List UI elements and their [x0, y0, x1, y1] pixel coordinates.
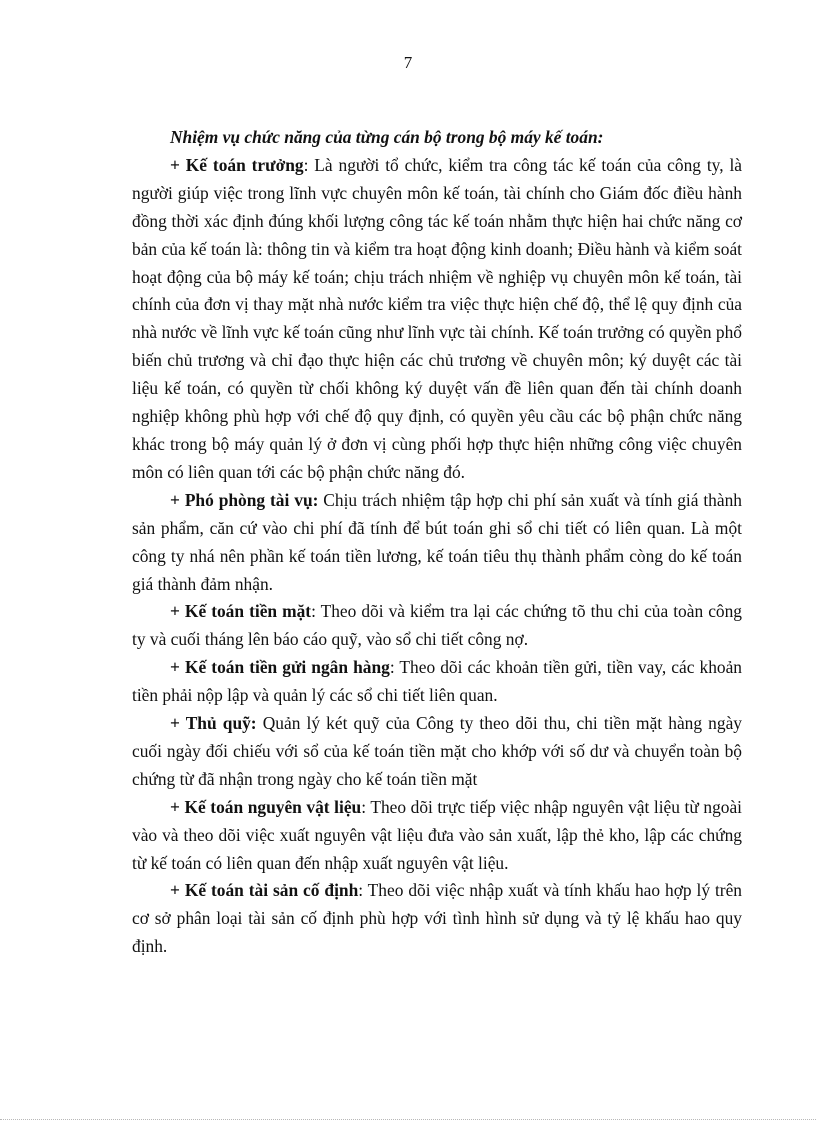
term-label: + Kế toán tài sản cố định [170, 880, 359, 901]
term-label: + Kế toán tiền gửi ngân hàng [170, 657, 390, 678]
term-label: + Thủ quỹ: [170, 713, 257, 734]
page-body [132, 124, 742, 961]
paragraph-text: : Theo dõi trực tiếp việc nhập nguyên vật liệu từ ngoài vào và theo dõi việc xuất nguyên vật liệu đưa vào sản xuất, lập thẻ kho, lập các chứng từ kế toán có liên quan đến nhập xuất nguyên vật liệu. [132, 796, 743, 873]
paragraph-text: : Là người tổ chức, kiểm tra công tác kế toán của công ty, là người giúp việc trong lĩnh vực chuyên môn kế toán, tài chính cho Giám đốc điều hành đồng thời xác định đúng khối lượng công tác kế toán nhằm thực hiện hai chức năng cơ bản của kế toán là: thông tin và kiểm tra hoạt động kinh doanh; Điều hành và kiểm soát hoạt động của bộ máy kế toán; chịu trách nhiệm về nghiệp vụ chuyên môn kế toán, tài chính của đơn vị thay mặt nhà nước kiểm tra việc thực hiện chế độ, thể lệ quy định của nhà nước về lĩnh vực kế toán cũng như lĩnh vực tài chính. Kế toán trưởng có quyền phổ biến chủ trương và chỉ đạo thực hiện các chủ trương về chuyên môn; ký duyệt các tài liệu kế toán, có quyền từ chối không ký duyệt vấn đề liên quan đến tài chính doanh nghiệp không phù hợp với chế độ quy định, có quyền yêu cầu các bộ phận chức năng khác trong bộ máy quản lý ở đơn vị cùng phối hợp thực hiện những công việc chuyên môn có liên quan tới các bộ phận chức năng đó. [132, 154, 742, 482]
term-label: + Phó phòng tài vụ: [170, 489, 319, 510]
paragraph-text: Quản lý két quỹ của Công ty theo dõi thu, chi tiền mặt hàng ngày cuối ngày đối chiếu với sổ của kế toán tiền mặt cho khớp với số dư và chuyển toàn bộ chứng từ đã nhận trong ngày cho kế toán tiền mặt [132, 713, 742, 789]
page-number: 7 [403, 53, 413, 72]
term-label: + Kế toán tiền mặt [170, 601, 312, 622]
paragraph-text: : Theo dõi và kiểm tra lại các chứng tõ thu chi của toàn công ty và cuối tháng lên báo cáo quỹ, vào sổ chi tiết công nợ. [132, 601, 742, 650]
paragraph-text: Chịu trách nhiệm tập hợp chi phí sản xuất và tính giá thành sản phẩm, căn cứ vào chi phí đã tính để bút toán ghi sổ chi tiết có liên quan. Là một công ty nhá nên phần kế toán tiền lương, kế toán tiêu thụ thành phẩm còng do kế toán giá thành đảm nhận. [132, 489, 742, 594]
term-label: + Kế toán trưởng [170, 154, 304, 175]
paragraph-ke-toan-truong [132, 152, 742, 487]
paragraph-ke-toan-nguyen-vat-lieu [132, 794, 742, 878]
paragraph-ke-toan-tien-mat [132, 598, 742, 654]
paragraph-ke-toan-tien-gui [132, 654, 742, 710]
section-heading: Nhiệm vụ chức năng của từng cán bộ trong bộ máy kế toán: [170, 127, 604, 147]
paragraph-ke-toan-tai-san-co-dinh [132, 877, 742, 961]
paragraph-text: : Theo dõi các khoản tiền gửi, tiền vay, các khoản tiền phải nộp lập và quản lý các sổ chi tiết liên quan. [132, 657, 743, 706]
paragraph-text: : Theo dõi việc nhập xuất và tính khấu hao hợp lý trên cơ sở phân loại tài sản cố định phù hợp với tình hình sử dụng và tỷ lệ khấu hao quy định. [132, 880, 743, 957]
paragraph-thu-quy [132, 710, 742, 794]
paragraph-pho-phong-tai-vu [132, 487, 742, 599]
term-label: + Kế toán nguyên vật liệu [170, 796, 362, 817]
page-bottom-border [0, 1119, 816, 1120]
